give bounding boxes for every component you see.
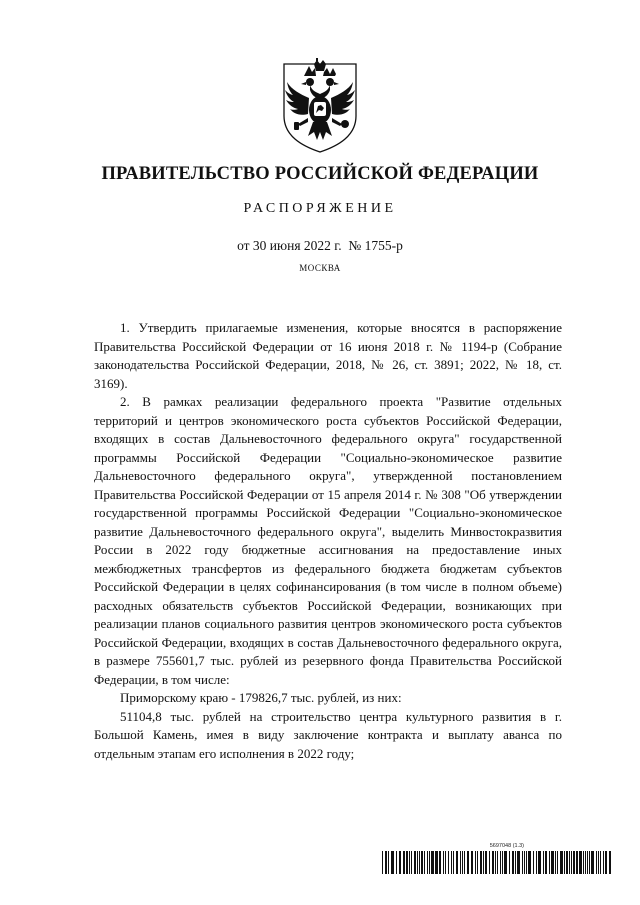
- paragraph-3: Приморскому краю - 179826,7 тыс. рублей, из них:: [120, 690, 402, 705]
- paragraph-2: 2. В рамках реализации федерального проекта "Развитие отдельных территорий и центров экономического роста субъектов Российской Федерации, входящих в состав Дальневосточного федерального округа" государственной программы Российской Федерации "Социально-экономическое развитие Дальневосточного федерального округа", утвержденной постановлением Правительства Российской Федерации от 15 апреля 2014 г. № 308 "Об утверждении государственной программы Российской Федерации "Социально-экономическое развитие Дальневосточного федерального округа", выделить Минвостокразвития России в 2022 году бюджетные ассигнования на предоставление иных межбюджетных трансфертов из федерального бюджета бюджетам субъектов Российской Федерации в целях софинансирования (в том числе в полном объеме) расходных обязательств субъектов Российской Федерации, возникающих при реализации планов социального развития центров экономического роста субъектов Российской Федерации, входящих в состав Дальневосточного федерального округа, в размере 755601,7 тыс. рублей из резервного фонда Правительства Российской Федерации, в том числе:: [94, 394, 562, 687]
- document-type: РАСПОРЯЖЕНИЕ: [243, 201, 397, 216]
- org-title: ПРАВИТЕЛЬСТВО РОССИЙСКОЙ ФЕДЕРАЦИИ: [101, 164, 539, 184]
- coat-of-arms-icon: [272, 58, 368, 154]
- document-body: [94, 319, 562, 763]
- paragraph-4: 51104,8 тыс. рублей на строительство центра культурного развития в г. Большой Камень, имея в виду заключение контракта и выплату аванса по отдельным этапам его исполнения в 2022 году;: [94, 708, 562, 761]
- document-city: МОСКВА: [299, 263, 341, 273]
- paragraph-1: 1. Утвердить прилагаемые изменения, которые вносятся в распоряжение Правительства Российской Федерации от 16 июня 2018 г. № 1194-р (Собрание законодательства Российской Федерации, 2018, № 26, ст. 3891; 2022, № 18, ст. 3169).: [94, 320, 562, 391]
- barcode-number: 5697048 (1.3): [489, 843, 524, 849]
- barcode-icon: [382, 851, 614, 874]
- document-date-number: от 30 июня 2022 г. № 1755-р: [237, 238, 403, 253]
